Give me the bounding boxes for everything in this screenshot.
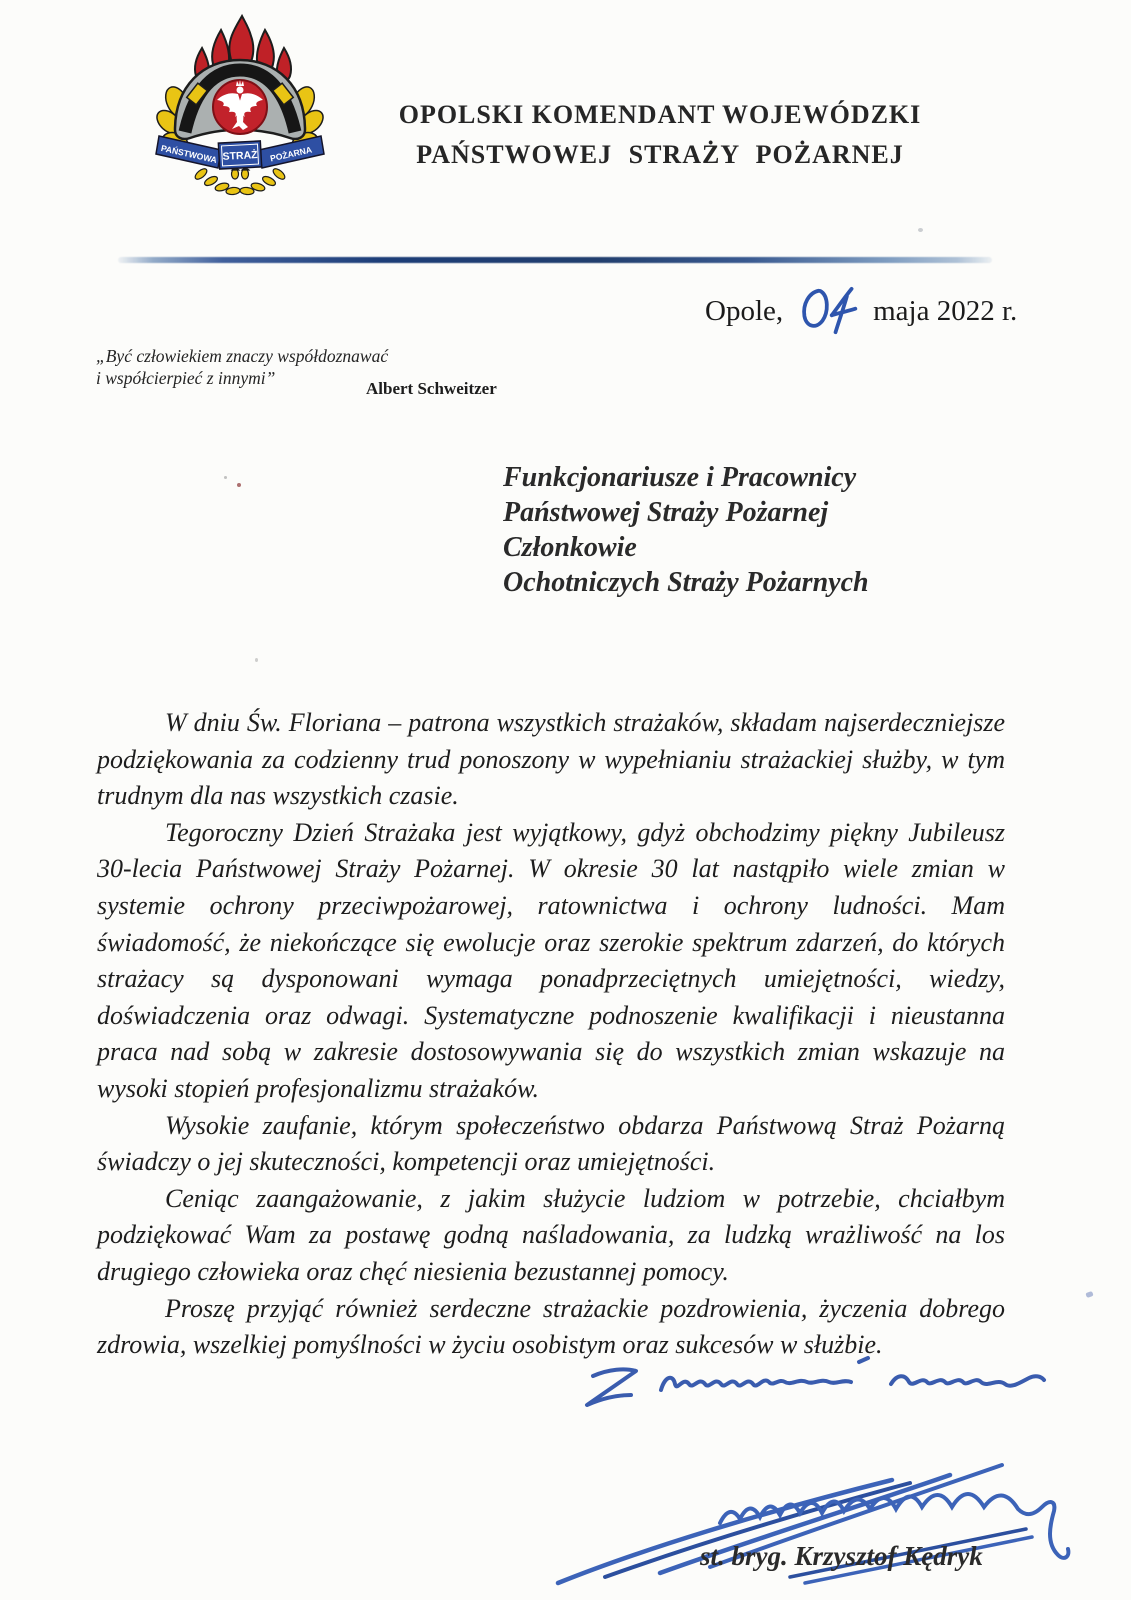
body-paragraph: Proszę przyjąć również serdeczne strażackie pozdrowienia, życzenia dobrego zdrowia, wszelkiej pomyślności w życiu osobistym oraz sukcesów w służbie. [97,1293,1005,1360]
scan-speck [255,658,258,662]
letterhead-line1: OPOLSKI KOMENDANT WOJEWÓDZKI [398,100,922,129]
body-paragraph: Wysokie zaufanie, którym społeczeństwo obdarza Państwową Straż Pożarną świadczy o jej skuteczności, kompetencji oraz umiejętności. [97,1110,1005,1177]
motto-line1: „Być człowiekiem znaczy współdoznawać [96,346,389,366]
letter-body [97,705,1005,1364]
ribbon [156,136,324,169]
ribbon-text-center: STRAŻ [222,149,258,163]
letterhead-line2: PAŃSTWOWEJ STRAŻY POŻARNEJ [416,140,904,169]
scan-speck [237,483,241,487]
handwritten-closing [563,1332,1063,1417]
dateline-city: Opole, [705,295,784,327]
body-paragraph: Tegoroczny Dzień Strażaka jest wyjątkowy, gdyż obchodzimy piękny Jubileusz 30-lecia Państwowej Straży Pożarnej. W okresie 30 lat nastąpiło wiele zmian w systemie ochrony przeciwpożarowej, ratownictwa i ochrony ludności. Mam świadomość, że niekończące się ewolucje oraz szerokie spektrum zdarzeń, do których strażacy są dysponowani wymaga ponadprzeciętnych umiejętności, wiedzy, doświadczenia oraz odwagi. Systematyczne podnoszenie kwalifikacji i nieustanna praca nad sobą w zakresie dostosowywania się do wszystkich zmian wskazuje na wysoki stopień profesjonalizmu strażaków. [97,817,1005,1103]
addressee-line: Funkcjonariusze i Pracownicy [503,462,857,493]
body-paragraph: Ceniąc zaangażowanie, z jakim służycie ludziom w potrzebie, chciałbym podziękować Wam za postawę godną naśladowania, za ludzką wrażliwość na los drugiego człowieka oraz chęć niesienia bezustannej pomocy. [97,1183,1005,1286]
addressee-line: Państwowej Straży Pożarnej [503,497,829,528]
signer-name: st. bryg. Krzysztof Kędryk [700,1541,983,1571]
scan-speck [1085,1291,1093,1298]
ribbon-text-left: PAŃSTWOWA [160,142,218,166]
dateline-rest: maja 2022 r. [873,295,1018,327]
scan-speck [224,476,227,479]
fire-service-emblem [155,10,325,200]
handwritten-day [795,285,861,337]
dateline [705,283,1017,331]
letterhead [385,98,935,178]
laurel-branch-icon [193,167,286,195]
addressee-line: Członkowie [503,532,637,563]
body-paragraph: W dniu Św. Floriana – patrona wszystkich strażaków, składam najserdeczniejsze podziękowania za codzienny trud ponoszony w wypełnianiu strażackiej służby, w tym trudnym dla nas wszystkich czasie. [97,708,1005,811]
scan-speck [918,228,923,232]
addressee-block [503,460,869,600]
ribbon-text-right: POŻARNA [269,144,313,164]
handwritten-signature [550,1425,1130,1600]
addressee-line: Ochotniczych Straży Pożarnych [503,567,869,598]
motto-line2: i współcierpieć z innymi” [96,368,276,388]
motto-author: Albert Schweitzer [366,379,497,398]
header-divider [118,257,992,263]
